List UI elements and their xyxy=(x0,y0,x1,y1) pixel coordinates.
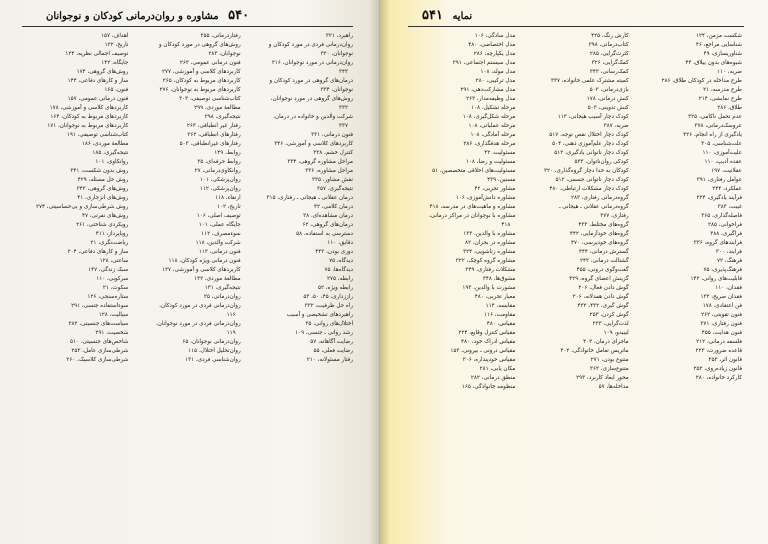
index-entry: عملکرد، ۲۴۴ xyxy=(712,186,742,192)
index-entry: مسئولیت، ۴۲ xyxy=(484,150,516,156)
index-entry: کمک‌گرایی، ۳۲۶ xyxy=(591,60,629,66)
index-entry: شیوه‌های بدون ییلاق، ۴۴ xyxy=(685,60,742,66)
index-entry: تاریخ، ۱۲۲ xyxy=(104,42,129,48)
index-entry: دیدگاه، ۷۵ xyxy=(329,258,353,264)
index-entry: گروه‌درمانی عقلانی ـ هیجانی ـ xyxy=(558,204,629,210)
index-entry: مشاوره با نوجوانان در مراکز درمانی، xyxy=(428,213,516,219)
index-entry: مدل سادگی، ۱۰۶ xyxy=(474,33,516,39)
index-entry: مسنین، ۴۳۹ xyxy=(487,177,516,183)
index-entry: گروه‌درمانی رفتاری، ۲۸۳ xyxy=(570,195,629,201)
index-entry: کاربردهای مربوط به نوجوانان، ۱۷۱ xyxy=(47,123,129,129)
index-entry: ۱۱۹ xyxy=(226,330,236,336)
index-entry: مدل اختصاصی، ۴۸۰ xyxy=(468,42,516,48)
index-entry: جایگاه، ۱۴۲ xyxy=(101,60,129,66)
index-entry: علیت‌آموزی، ۱۱۰ xyxy=(702,150,742,156)
index-entry: مدل مشارکت‌دهی، ۲۹۱ xyxy=(460,87,516,93)
index-entry: مشاوره گروه کوچک، ۳۲۲ xyxy=(455,258,516,264)
index-entry: رویاپرداز، ۴۱۱ xyxy=(95,231,129,237)
index-entry: مقاومت، ۱۱۶ xyxy=(484,312,516,318)
index-entry: مشاوره با والدین، ۱۳۳ xyxy=(463,231,516,237)
index-entry: دیدگاه‌ها، ۷۵ xyxy=(324,267,353,273)
index-entry: کتاب‌شناسی توصیفی، ۱۹۱ xyxy=(66,132,129,138)
index-entry: ۳۴۳ xyxy=(338,69,348,75)
index-entry: رفتاری، ۳۷۷ xyxy=(600,213,629,219)
left-page xyxy=(0,0,380,544)
index-entry: یادگیری از راه انجام، ۴۲۶ xyxy=(683,132,742,138)
index-entry: روش‌های نفرتی، ۴۷ xyxy=(82,213,129,219)
index-entry: روان‌درمانی فردی در مورد کودکان، xyxy=(159,303,241,309)
index-entry: مدل وظیفه‌مدار، ۲۶۳ xyxy=(466,96,516,102)
index-entry: شرطی‌سازی عامل، ۲۵۳ xyxy=(71,348,129,354)
index-entry: مدل ترکیبی، ۲۸۰ xyxy=(475,78,516,84)
index-entry: ستاره‌سنجی، ۱۲۶ xyxy=(87,294,129,300)
index-entry: فنون رفتاری، ۲۷۱ xyxy=(700,321,742,327)
index-entry: کتاب‌شناسی توصیفی، ۳۰۳ xyxy=(179,96,241,102)
index-entry: عقلانیت، ۱۹۷ xyxy=(711,168,742,174)
index-column-1 xyxy=(637,32,742,538)
index-entry: مراحل مشاوره گروهی، ۳۳۴ xyxy=(287,159,353,165)
index-entry: مرحله هدفگذاری، ۲۸۶ xyxy=(463,141,516,147)
index-entry: راهبرد، ۳۲۱ xyxy=(325,33,353,39)
gutter-shadow xyxy=(369,0,379,544)
index-entry: دسترسی به استفاده، ۵۸ xyxy=(296,231,353,237)
index-entry: کارش رنگ، ۴۲۵ xyxy=(591,33,629,39)
index-entry: کنش تدوینی، ۵۰۳ xyxy=(587,105,629,111)
index-entry: روانکاوی‌درمانی، ۲۷ xyxy=(194,168,241,174)
index-entry: مدل سیستم اجتماعی، ۲۹۱ xyxy=(452,60,516,66)
index-entry: کمیته مشترک علمی خانواده، ۳۳۷ xyxy=(551,78,629,84)
page-header xyxy=(416,8,472,23)
header-rule xyxy=(408,26,744,27)
index-entry: رضایت آگاهانه، ۵۷ xyxy=(310,339,353,345)
index-entry: مرحله تشکیل، ۱۰۸ xyxy=(471,105,516,111)
index-entry: فقدان، ۱۱۰ xyxy=(715,285,742,291)
index-entry: رفتارهای انطباقی، ۲۶۲ xyxy=(187,132,241,138)
index-entry: عدم تحمل ناکامی، ۳۲۵ xyxy=(688,114,742,120)
index-entry: روانکاوی، ۱۰۱ xyxy=(95,159,129,165)
index-entry: روان‌درمانی فردی در مورد نوجوانان، xyxy=(155,321,241,327)
index-entry: مداخله‌ها، ۵۷ xyxy=(598,384,629,390)
index-entry: کاربردهای کلاسی و آموزشی، ۱۷۸ xyxy=(49,105,129,111)
index-entry: شرطی‌سازی کلاسیک، ۲۶۰ xyxy=(66,357,129,363)
index-entry: راهبردهای تشخیصی و آسیب xyxy=(286,312,353,318)
index-entry: گوش دادن فعال، ۲۰۶ xyxy=(578,285,629,291)
index-entry: فقدان صریح، ۱۳۲ xyxy=(700,294,742,300)
index-entry: راه حل ظرفیت، ۳۳۲ xyxy=(304,303,353,309)
index-entry: شرکت والدین و خانواده در درمان، xyxy=(273,114,353,120)
index-entry: گزینش اعضای گروه، ۴۲۹ xyxy=(569,276,629,282)
index-entry: کاربردهای کلاسی و آموزشی، ۲۷۷ xyxy=(161,69,241,75)
index-entry: اختلال‌های روانی، ۳۵ xyxy=(305,321,353,327)
index-entry: فرایندهای گروه، ۳۳۶ xyxy=(693,240,742,246)
index-entry: بازی‌درمانی، ۵۰۳ xyxy=(589,87,629,93)
index-entry: نتیجه‌گیری، ۲۹۸ xyxy=(204,114,241,120)
index-entry: ارتقاء، ۱۱۸ xyxy=(215,195,241,201)
index-entry: نوجوانان، ۳۳۴ xyxy=(320,87,353,93)
index-entry: غیبت، ۳۸۳ xyxy=(717,204,742,210)
index-entry: فنون، ۱۶۵ xyxy=(104,87,129,93)
index-entry: مقیاس خودپنداره، ۳۰۶ xyxy=(462,357,516,363)
index-entry: شکست مزمن، ۱۲۴ xyxy=(696,33,742,39)
index-entry: رفتار غیر انطباقی، ۲۶۳ xyxy=(186,123,241,129)
index-entry: تاریخ، ۱۰۲ xyxy=(216,204,241,210)
index-entry: ۳۳۷ xyxy=(338,123,348,129)
index-entry: فرآیند یادگیری، ۲۲۴ xyxy=(696,195,742,201)
index-entry: ساز و کارهای دفاعی، ۱۴۴ xyxy=(67,78,129,84)
index-entry: گسترش درمانی، ۴۴۴ xyxy=(578,249,629,255)
index-entry: کنش درمانی، ۱۷۸ xyxy=(586,96,629,102)
index-entry: شخصیت، ۲۹۱ xyxy=(95,330,129,336)
index-entry: فراگیری، ۳۸۸ xyxy=(710,231,742,237)
index-entry: کاربردهای مربوط به کودکان، ۱۶۴ xyxy=(50,114,129,120)
index-entry: روش‌های گروهی، ۳۴۲ xyxy=(76,186,129,192)
index-entry: مرحله آمادگی، ۱۰۸ xyxy=(470,132,516,138)
index-column-1 xyxy=(249,32,353,538)
index-entry: سوءاستفاده جنسی، ۲۹۱ xyxy=(71,303,129,309)
index-entry: کاربردهای مربوط به کودکان، ۲۶۵ xyxy=(162,78,241,84)
index-entry: عوامل رفتاری، ۳۹۱ xyxy=(696,177,742,183)
running-title: نمایه xyxy=(452,11,473,22)
page-header xyxy=(46,8,255,23)
index-entry: کودک دچار ناتوانی یادگیری، ۵۱۲ xyxy=(554,150,629,156)
index-columns xyxy=(410,32,742,538)
index-entry: جایگاه عملی، ۱۰۱ xyxy=(198,222,241,228)
index-entry: دوری بودن، ۴۴۳ xyxy=(315,249,353,255)
index-entry: رشد روانی ـ جنسی، ۱۰۹ xyxy=(295,330,353,336)
index-entry: ضربه، ۳۸۷ xyxy=(603,123,629,129)
index-entry: رفتاردرمانی، ۲۵۵ xyxy=(200,33,241,39)
index-entry: معیار تجربی، ۴۸۰ xyxy=(474,294,516,300)
index-columns xyxy=(24,32,353,538)
index-entry: روان‌درمانی، ۲۵ xyxy=(203,294,241,300)
index-entry: مرحله عملیاتی، ۱۰۸ xyxy=(468,123,516,129)
index-entry: فنون هدایت، ۴۵۵ xyxy=(701,330,742,336)
index-entry: قاعده ضرورت، ۲۲۳ xyxy=(695,348,742,354)
index-entry: روابط، ۱۴۹ xyxy=(214,150,241,156)
index-column-2 xyxy=(136,32,240,538)
index-entry: سوءمصرف، ۱۱۲ xyxy=(201,231,241,237)
index-entry: شناسایی مراجع، ۴۶ xyxy=(695,42,742,48)
index-entry: قانون اثر، ۲۵۳ xyxy=(708,357,742,363)
index-entry: فرهنگ، ۷۲ xyxy=(716,258,742,264)
index-entry: مقیاس، ۴۸۰ xyxy=(486,321,516,327)
index-entry: فنون درمانی عمومی، ۱۵۷ xyxy=(67,96,129,102)
index-entry: کنترل خشم، ۳۳۸ xyxy=(313,150,353,156)
index-entry: فلسفه درمانی، ۲۱۲ xyxy=(696,339,742,345)
index-entry: روش‌های گروهی در مورد نوجوانان، xyxy=(270,96,353,102)
index-entry: مراحل مشاوره، ۳۳۶ xyxy=(305,168,353,174)
index-entry: مقایسه، ۱۱۴ xyxy=(485,303,516,309)
index-entry: سیاست‌های جنسیتی، ۲۸۲ xyxy=(68,321,129,327)
index-entry: ساعتی، ۱۲۸ xyxy=(99,258,129,264)
index-entry: روش حل مسئله، ۴۲۹ xyxy=(77,177,129,183)
index-entry: مشکلات رفتاری، ۲۴۹ xyxy=(465,267,516,273)
index-entry: مطالعهٔ موردی، ۱۸۶ xyxy=(81,141,129,147)
index-entry: عروسک‌درمانی، ۳۷۸ xyxy=(694,123,742,129)
index-entry: کارکرد خانواده، ۲۸۰ xyxy=(695,375,742,381)
index-entry: طرح مداخله در کودکان طلاق، ۲۸۶ xyxy=(661,78,742,84)
page-number: ۵۴۰ xyxy=(228,8,250,23)
index-entry: گوش دادن همدلانه، ۲۰۶ xyxy=(572,294,629,300)
index-entry: درمان‌های گروهی، ۶۲ xyxy=(302,222,353,228)
index-entry: سیالیت، ۱۲۸ xyxy=(98,312,129,318)
index-entry: مسئولیت‌های اخلاقی متخصصین، ۵۱ xyxy=(432,168,516,174)
index-entry: فنون درمانی عمومی، ۲۶۳ xyxy=(179,60,241,66)
index-entry: اهداف، ۱۵۷ xyxy=(100,33,129,39)
index-entry: کودک دچار مشکلات ارتباطی، ۴۸۰ xyxy=(549,186,629,192)
index-entry: نوجوانان، ۲۸۳ xyxy=(208,51,241,57)
index-entry: فنون درمانی، ۱۱۳ xyxy=(198,249,241,255)
index-entry: رفتارهای غیرانطباقی، ۵۰۳ xyxy=(179,141,241,147)
index-entry: سکوت، ۲۱ xyxy=(102,285,129,291)
gutter-shadow xyxy=(380,0,390,544)
index-entry: کاربردهای کلاسی و آموزشی، ۳۴۶ xyxy=(274,141,353,147)
index-entry: ماتریس تعامل خانوادگی، ۴۰۲ xyxy=(560,348,629,354)
index-entry: کتاب‌درمانی، ۳۹۸ xyxy=(588,42,629,48)
index-entry: علت‌شناسی، ۳۰۵ xyxy=(701,141,742,147)
index-entry: مشوق‌ها، ۳۴۸ xyxy=(482,276,516,282)
index-entry: لیبیدو، ۱۰۹ xyxy=(603,330,629,336)
index-entry: کمک‌رسانی، ۳۴۳ xyxy=(589,69,629,75)
index-entry: روش شرطی‌سازی و بی‌حساسیتی، ۲۷۴ xyxy=(36,204,129,210)
index-entry: نوجوانان، ۳۲۰ xyxy=(320,51,353,57)
index-entry: روش‌های گروهی، ۱۷۴ xyxy=(76,69,129,75)
index-entry: طرح نمایشی، ۲۱۴ xyxy=(698,96,742,102)
index-entry: ۳۳۲ xyxy=(338,105,348,111)
index-entry: منطق درمانی، ۲۸۲ xyxy=(470,375,516,381)
running-title: مشاوره و روان‌درمانی کودکان و نوجوانان xyxy=(46,11,219,22)
index-entry: درمان مشاهده‌ای، ۳۸ xyxy=(303,213,353,219)
index-entry: راززداری، ۴۵، ۵۰، ۵۳ xyxy=(303,294,353,300)
index-entry: نتیجه‌گیری، ۱۸۵ xyxy=(92,150,129,156)
index-entry: مطالعهٔ موردی، ۲۹۹ xyxy=(194,105,241,111)
index-entry: ساز و کارهای دفاعی، ۲۰۴ xyxy=(67,249,129,255)
index-entry: فرایند، ۳۰۰ xyxy=(715,249,742,255)
index-entry: رویکردی شناختی، ۲۶۱ xyxy=(76,222,129,228)
index-entry: رضایت فعلی، ۵۵ xyxy=(313,348,353,354)
index-entry: متنوع‌سازی، ۳۶۲ xyxy=(590,366,629,372)
index-entry: گروه‌های خودپرسی، ۴۷۰ xyxy=(571,240,629,246)
index-entry: کاربردهای کلاسی و آموزشی، ۱۲۷ xyxy=(161,267,241,273)
index-entry: درمان کلامی، ۴۲ xyxy=(313,204,353,210)
index-entry: شرکت والدین، ۱۱۸ xyxy=(195,240,241,246)
index-entry: متنوع بودن، ۲۷۱ xyxy=(590,357,629,363)
index-entry: فن اعتقادی، ۱۷۸ xyxy=(702,303,742,309)
index-entry: دقایق، ۱۱۰ xyxy=(327,240,353,246)
index-entry: فرهنگ‌پذیری، ۷۵ xyxy=(703,267,742,273)
index-entry: فنون درمانی ویژه کودکان، ۱۱۸ xyxy=(168,258,241,264)
index-entry: گشتالت درمانی، ۲۴۳ xyxy=(579,258,629,264)
index-entry: فاصله‌گذاری، ۳۶۵ xyxy=(701,213,742,219)
index-entry: مطالعهٔ موردی، ۱۳۲ xyxy=(194,276,241,282)
index-entry: مشاوره در بحران، ۸۲ xyxy=(465,240,516,246)
index-entry: فنون درمانی، ۳۳۱ xyxy=(311,132,353,138)
index-entry: مشاوره و ماهیت‌های در مدرسه، ۴۱۸ xyxy=(429,204,516,210)
index-entry: توصیف اصلی، ۱۰۶ xyxy=(196,213,241,219)
index-entry: کودک دچار آسیب هیجانی، ۱۱۳ xyxy=(557,114,629,120)
index-entry: روان‌درمانی نوجوانان، ۶۵ xyxy=(182,339,241,345)
index-entry: مقیاس ادراک خود، ۴۸۰ xyxy=(460,339,516,345)
index-entry: گوش گیری، ۴۳۲، ۴۳۲ xyxy=(577,303,629,309)
index-entry: گفت‌وگوی درونی، ۴۵۵ xyxy=(576,267,629,273)
index-entry: کاربردهای مربوط به نوجوانان، ۲۷۶ xyxy=(159,87,241,93)
index-entry: فنون تقویتی، ۲۶۲ xyxy=(701,312,742,318)
index-entry: روابط حرفه‌ای، ۳۵ xyxy=(197,159,241,165)
index-entry: نتیجه‌گیری، ۳۵۷ xyxy=(317,186,353,192)
index-entry: ماجرای درمان، ۴۰۳ xyxy=(583,339,629,345)
index-entry: درمان عقلانی ـ هیجانی ـ رفتاری، ۳۱۵ xyxy=(266,195,353,201)
index-entry: طرح مدرسه، ۲۱ xyxy=(703,87,742,93)
index-entry: مدل یکپارچه، ۲۸۶ xyxy=(473,51,516,57)
index-entry: فراخوانی، ۲۸۵ xyxy=(707,222,742,228)
index-entry: مدل مولد، ۱۰۸ xyxy=(480,69,516,75)
index-entry: کثرت‌گرایی، ۲۸۵ xyxy=(589,51,629,57)
index-entry: رابطه ویژه، ۵۲ xyxy=(317,285,353,291)
index-entry: شاخص‌های جنسیتی، ۵۱۰ xyxy=(70,339,129,345)
index-entry: کودک دچار علم‌آموزی ذهنی، ۵۰۴ xyxy=(552,141,629,147)
index-entry: منظومه خانوادگی، ۱۶۵ xyxy=(461,384,516,390)
index-entry: سبک زندگی، ۱۴۷ xyxy=(88,267,129,273)
index-entry: شناوریسازی، ۴۹ xyxy=(703,51,742,57)
index-column-2 xyxy=(523,32,628,538)
index-entry: رابطه، ۲۷۵ xyxy=(327,276,353,282)
index-entry: ۴۱۸ xyxy=(501,222,511,228)
index-entry: کودک دچار اختلال نقص توجه، ۵۱۷ xyxy=(549,132,629,138)
index-entry: روان‌پزشکی، ۱۱۲ xyxy=(199,186,241,192)
index-entry: ۱۱۶ xyxy=(226,312,236,318)
index-entry: مشاوره دانش‌آموزی، ۱۰۶ xyxy=(455,195,516,201)
index-entry: روان‌درمانی فردی در مورد کودکان و xyxy=(268,42,353,48)
index-entry: عقده آدیپ، ۱۱۰ xyxy=(704,159,742,165)
right-page xyxy=(380,0,768,544)
index-entry: کودکان به خدا دچار گروه‌گذاری، ۳۲۰ xyxy=(543,168,629,174)
index-column-3 xyxy=(410,32,515,538)
index-entry: محور ابعاد کاربرد، ۲۹۳ xyxy=(576,375,629,381)
index-entry: روان‌درمانی در مورد نوجوانان، ۳۱۶ xyxy=(271,60,353,66)
index-entry: مشاوره زناشویی، ۳۲۴ xyxy=(463,249,516,255)
index-entry: مکان یابی، ۲۸۱ xyxy=(479,366,516,372)
index-entry: مشورت با والدین، ۱۹۳ xyxy=(462,285,516,291)
index-entry: گوش کردن، ۲۵۳ xyxy=(589,312,629,318)
index-entry: روان‌پزشکی، ۱۰۱ xyxy=(199,177,241,183)
index-entry: نقش مشاور، ۳۳۵ xyxy=(312,177,353,183)
index-entry: درمان‌های گروهی در مورد کودکان و xyxy=(269,78,353,84)
index-entry: نتیجه‌گیری، ۱۳۱ xyxy=(204,285,241,291)
index-entry: روان‌تحلیل اختلال، ۱۱۵ xyxy=(188,348,241,354)
index-entry: مقیاس درونی ـ بیرونی، ۱۵۳ xyxy=(450,348,516,354)
index-entry: مسئولیت و رضا، ۱۰۸ xyxy=(465,159,516,165)
index-entry: مشاور تجربی، ۴۲ xyxy=(474,186,516,192)
index-entry: قانون زیاده‌روی، ۲۵۲ xyxy=(693,366,742,372)
index-entry: ضربه، ۱۱۰ xyxy=(717,69,742,75)
index-entry: مقیاس کنترل وقایع، ۲۲۴ xyxy=(458,330,516,336)
index-entry: ریاضت‌نگری، ۲۱ xyxy=(90,240,129,246)
index-entry: روش بدون شکست، ۳۴۱ xyxy=(70,168,129,174)
index-entry: کودک دچار ناتوانی جسمی، ۵۱۲ xyxy=(555,177,629,183)
index-entry: سرکوبی، ۱۱۰ xyxy=(96,276,129,282)
index-entry: مرحله شکل‌گیری، ۱۰۸ xyxy=(462,114,516,120)
index-entry: روش‌های گروهی در مورد کودکان و xyxy=(158,42,241,48)
index-entry: لذت‌گرایی، ۲۳۳ xyxy=(592,321,629,327)
index-entry: طلاق، ۲۸۶ xyxy=(717,105,742,111)
header-rule xyxy=(22,26,353,27)
index-entry: گروه‌های مختلط، ۴۳۳ xyxy=(578,222,629,228)
index-entry: قابلیت‌های روانی، ۱۴۲ xyxy=(690,276,742,282)
page-number: ۵۴۱ xyxy=(422,8,443,23)
index-entry: روان‌شناسی فردی، ۱۳۱ xyxy=(185,357,241,363)
index-entry: روش‌های انزجاری، ۴۱ xyxy=(77,195,129,201)
index-entry: رفتار مسئولانه، ۲۱۰ xyxy=(306,357,353,363)
index-entry: کودکی روان‌ناتوان، ۵۳۳ xyxy=(574,159,629,165)
index-entry: گروه‌های خودآزمایی، ۴۴۲ xyxy=(569,231,629,237)
index-column-3 xyxy=(24,32,128,538)
index-entry: توصیف اجمالی نظریه، ۱۲۴ xyxy=(65,51,129,57)
